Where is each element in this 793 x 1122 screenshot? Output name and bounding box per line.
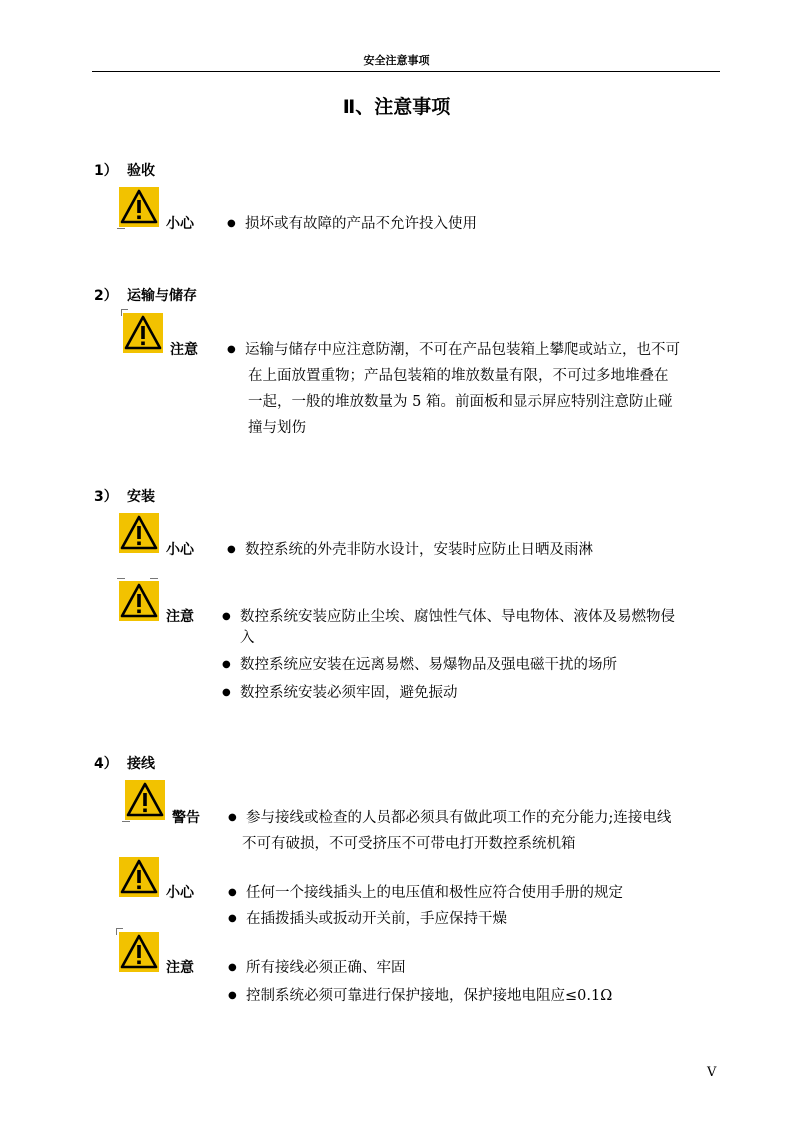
list-item: 数控系统安装必须牢固，避免振动 [240, 685, 458, 701]
list-item-line: 数控系统安装应防止尘埃、腐蚀性气体、导电物体、液体及易燃物侵 [240, 609, 675, 625]
bullet: ● [228, 887, 237, 898]
list-item: 任何一个接线插头上的电压值和极性应符合使用手册的规定 [246, 885, 623, 901]
signal-word: 注意 [166, 609, 194, 625]
list-item-line: 入 [240, 630, 255, 646]
header-rule [92, 71, 720, 72]
bullet: ● [228, 990, 237, 1001]
section-title: 接线 [127, 756, 155, 772]
page-number: V [707, 1065, 717, 1080]
list-item: 控制系统必须可靠进行保护接地，保护接地电阻应≤0.1Ω [246, 988, 613, 1004]
bullet: ● [222, 659, 231, 670]
bullet: ● [227, 218, 236, 229]
bullet: ● [227, 544, 236, 555]
list-item: 所有接线必须正确、牢固 [246, 960, 406, 976]
bullet: ● [228, 962, 237, 973]
section-title: 验收 [127, 163, 155, 179]
section-title: 运输与储存 [127, 288, 197, 304]
signal-word: 小心 [166, 542, 194, 558]
signal-word: 注意 [166, 960, 194, 976]
list-item-line: 一起，一般的堆放数量为 5 箱。前面板和显示屏应特别注意防止碰 [248, 394, 673, 410]
section-number: 1） [94, 163, 118, 179]
section-number: 3） [94, 489, 118, 505]
list-item: 数控系统的外壳非防水设计，安装时应防止日晒及雨淋 [245, 542, 593, 558]
bullet: ● [222, 611, 231, 622]
list-item-line: 在上面放置重物；产品包装箱的堆放数量有限，不可过多地堆叠在 [248, 368, 669, 384]
warning-triangle-icon [118, 856, 160, 898]
bullet: ● [228, 913, 237, 924]
bullet: ● [222, 687, 231, 698]
bullet: ● [227, 344, 236, 355]
warning-triangle-icon [122, 312, 164, 354]
warning-triangle-icon [124, 779, 166, 821]
section-title: 安装 [127, 489, 155, 505]
list-item-line: 运输与储存中应注意防潮，不可在产品包装箱上攀爬或站立，也不可 [245, 342, 680, 358]
list-item: 在插拨插头或扳动开关前，手应保持干燥 [246, 911, 507, 927]
section-number: 4） [94, 756, 118, 772]
section-number: 2） [94, 288, 118, 304]
list-item-line: 撞与划伤 [248, 420, 306, 436]
list-item: 数控系统应安装在远离易燃、易爆物品及强电磁干扰的场所 [240, 657, 617, 673]
list-item-line: 不可有破损，不可受挤压不可带电打开数控系统机箱 [242, 836, 576, 852]
warning-triangle-icon [118, 931, 160, 973]
signal-word: 小心 [166, 216, 194, 232]
bullet: ● [228, 812, 237, 823]
running-header: 安全注意事项 [363, 54, 430, 67]
warning-triangle-icon [118, 512, 160, 554]
page-title: Ⅱ、注意事项 [342, 96, 451, 118]
warning-triangle-icon [118, 580, 160, 622]
signal-word: 注意 [170, 342, 198, 358]
signal-word: 警告 [172, 810, 200, 826]
list-item: 损坏或有故障的产品不允许投入使用 [245, 216, 477, 232]
list-item-line: 参与接线或检查的人员都必须具有做此项工作的充分能力;连接电线 [246, 810, 672, 826]
signal-word: 小心 [166, 885, 194, 901]
warning-triangle-icon [118, 186, 160, 228]
